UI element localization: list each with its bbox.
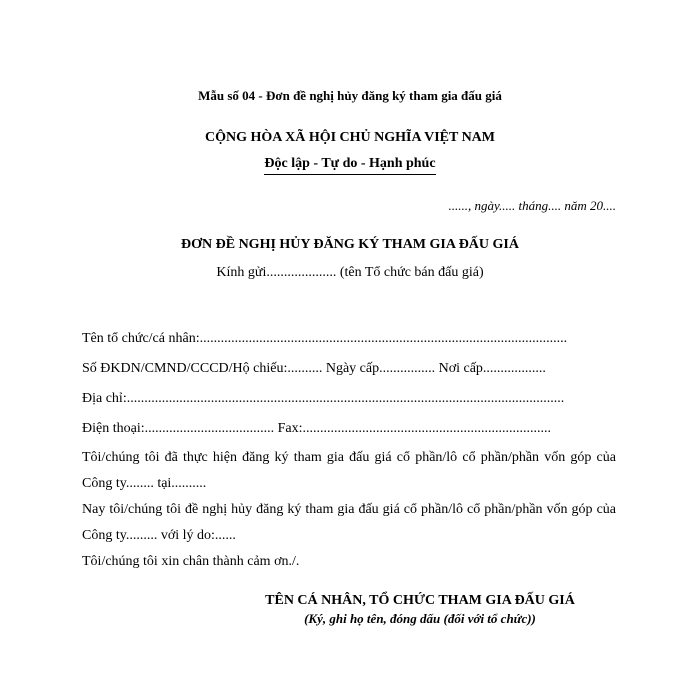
document-title: ĐƠN ĐỀ NGHỊ HỦY ĐĂNG KÝ THAM GIA ĐẤU GIÁ <box>181 237 519 252</box>
name-field: Tên tổ chức/cá nhân:......................................................................................................... <box>82 331 568 346</box>
paragraph-cancel-request: Nay tôi/chúng tôi đề nghị hủy đăng ký tham gia đấu giá cổ phần/lô cổ phần/phần vốn góp của Công ty......... với lý do:...... <box>82 502 616 543</box>
date-line: ......, ngày..... tháng.... năm 20.... <box>448 198 616 213</box>
motto-wrapper <box>0 154 700 175</box>
signature-note: (Ký, ghi họ tên, đóng dấu (đối với tổ chức)) <box>304 611 536 626</box>
id-field: Số ĐKDN/CMND/CCCD/Hộ chiếu:.......... Ngày cấp................ Nơi cấp.................. <box>82 361 546 376</box>
signature-title: TÊN CÁ NHÂN, TỔ CHỨC THAM GIA ĐẤU GIÁ <box>265 593 575 608</box>
form-number: Mẫu số 04 - Đơn đề nghị hủy đăng ký tham gia đấu giá <box>198 88 502 103</box>
nation-heading: CỘNG HÒA XÃ HỘI CHỦ NGHĨA VIỆT NAM <box>204 130 495 145</box>
address-field: Địa chỉ:............................................................................................................................. <box>82 391 565 406</box>
motto: Độc lập - Tự do - Hạnh phúc <box>264 156 435 175</box>
closing-line: Tôi/chúng tôi xin chân thành cảm ơn./. <box>82 554 300 569</box>
paragraph-registration: Tôi/chúng tôi đã thực hiện đăng ký tham gia đấu giá cổ phần/lô cổ phần/phần vốn góp của Công ty........ tại.......... <box>82 450 616 491</box>
phone-fax-field: Điện thoại:..................................... Fax:....................................................................... <box>82 421 551 436</box>
greeting-line: Kính gửi.................... (tên Tổ chức bán đấu giá) <box>216 265 484 280</box>
